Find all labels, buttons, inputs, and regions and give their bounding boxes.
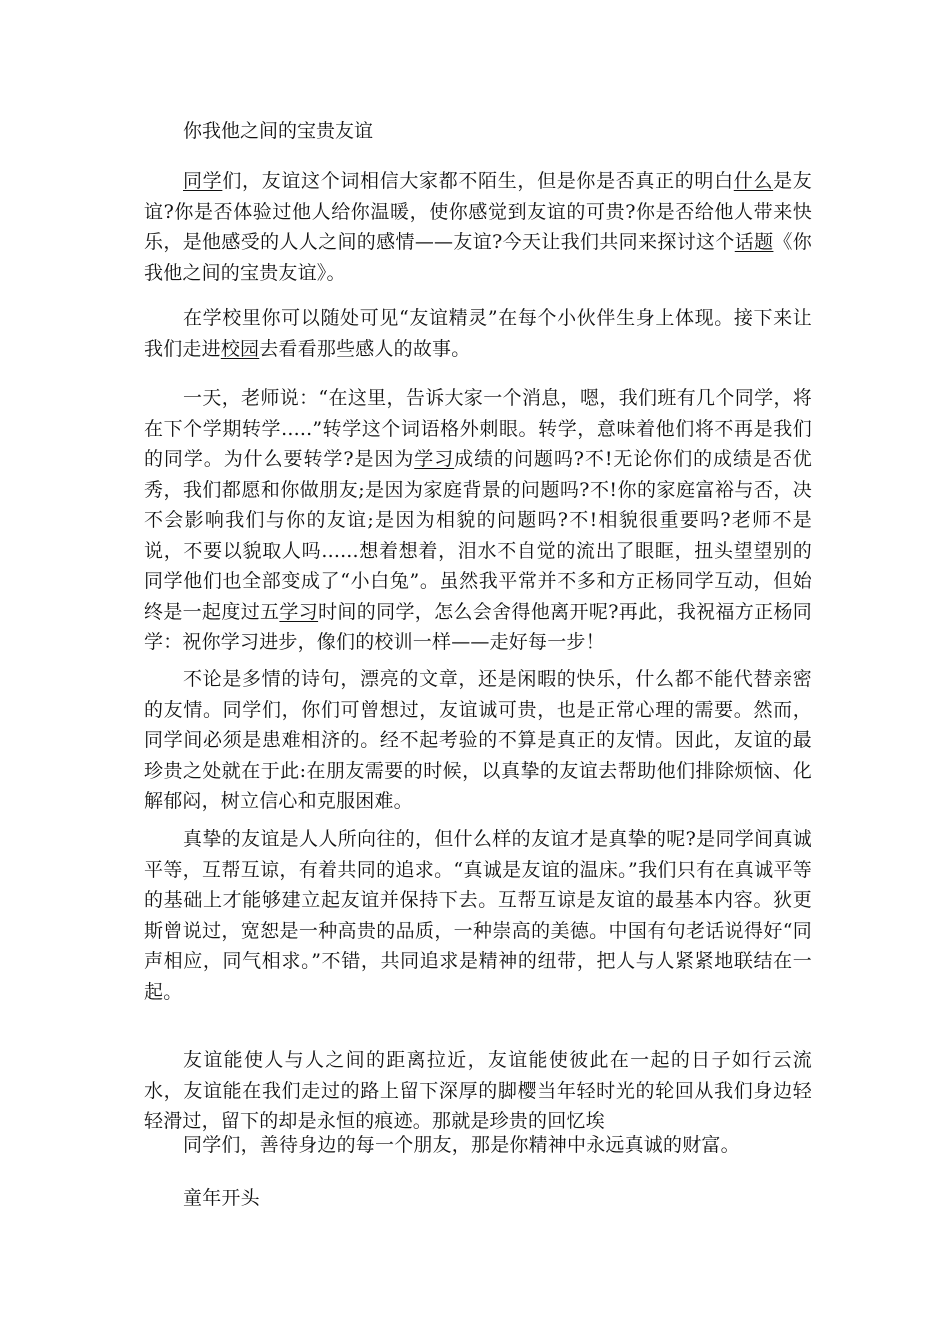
- paragraph-1: [144, 166, 812, 288]
- paragraph-text: 童年开头: [183, 1187, 260, 1209]
- document-title: 你我他之间的宝贵友谊: [183, 120, 374, 142]
- paragraph-text: 是友谊?你是否体验过他人给你温暖，使你感觉到友谊的可贵?你是否给他人带来快乐，是他感受的人人之间的感情——友谊?今天让我们共同来探讨这个: [144, 170, 812, 253]
- paragraph-text: 友谊能使人与人之间的距离拉近，友谊能使彼此在一起的日子如行云流水，友谊能在我们走过的路上留下深厚的脚樱当年轻时光的轮回从我们身边轻轻滑过，留下的却是永恒的痕迹。那就是珍贵的回忆埃: [144, 1049, 812, 1132]
- underlined-term: 学习: [414, 448, 455, 470]
- paragraph-text: 《你我他之间的宝贵友谊》。: [144, 231, 812, 284]
- underlined-term: 校园: [220, 337, 260, 360]
- paragraph-3: [144, 383, 812, 658]
- paragraph-6: [144, 1045, 812, 1137]
- paragraph-5: [144, 824, 812, 1007]
- paragraph-4: [144, 664, 812, 817]
- underlined-term: 同学: [183, 170, 223, 192]
- paragraph-8: [144, 1183, 812, 1214]
- paragraph-text: 成绩的问题吗?不!无论你们的成绩是否优秀，我们都愿和你做朋友;是因为家庭背景的问题吗?不!你的家庭富裕与否，决不会影响我们与你的友谊;是因为相貌的问题吗?不!相貌很重要吗?老师不是说，不要以貌取人吗......想着想着，泪水不自觉的流出了眼眶，扭头望望别的同学他们也全部变成了“小白兔”。虽然我平常并不多和方正杨同学互动，但始终是一起度过五: [144, 448, 812, 623]
- paragraph-text: 时间的同学，怎么会舍得他离开呢?再此，我祝福方正杨同学：祝你学习进步，像们的校训一样——走好每一步！: [144, 600, 812, 653]
- paragraph-text: 在学校里你可以随处可见“友谊精灵”在每个小伙伴生身上体现。接下来让我们走进: [144, 307, 812, 360]
- paragraph-text: 们，友谊这个词相信大家都不陌生，但是你是否真正的明白: [222, 170, 734, 192]
- paragraph-text: 不论是多情的诗句，漂亮的文章，还是闲暇的快乐，什么都不能代替亲密的友情。同学们，你们可曾想过，友谊诚可贵，也是正常心理的需要。然而，同学间必须是患难相济的。经不起考验的不算是真正的友情。因此，友谊的最珍贵之处就在于此:在朋友需要的时候，以真挚的友谊去帮助他们排除烦恼、化解郁闷，树立信心和克服困难。: [144, 668, 812, 812]
- paragraph-7: [144, 1130, 812, 1161]
- paragraph-text: 一天，老师说：“在这里，告诉大家一个消息，嗯，我们班有几个同学，将在下个学期转学.....”转学这个词语格外刺眼。转学，意味着他们将不再是我们的同学。为什么要转学?是因为: [144, 387, 812, 470]
- paragraph-2: [144, 303, 812, 364]
- paragraph-text: 去看看那些感人的故事。: [259, 337, 471, 360]
- paragraph-text: 真挚的友谊是人人所向往的，但什么样的友谊才是真挚的呢?是同学间真诚平等，互帮互谅，有着共同的追求。“真诚是友谊的温床。”我们只有在真诚平等的基础上才能够建立起友谊并保持下去。互帮互谅是友谊的最基本内容。狄更斯曾说过，宽恕是一种高贵的品质，一种崇高的美德。中国有句老话说得好“同声相应，同气相求。”不错，共同追求是精神的纽带，把人与人紧紧地联结在一起。: [144, 828, 812, 1003]
- underlined-term: 话题: [734, 231, 774, 253]
- paragraph-text: 同学们，善待身边的每一个朋友，那是你精神中永远真诚的财富。: [183, 1134, 740, 1156]
- underlined-term: 什么: [733, 170, 774, 192]
- underlined-term: 学习: [279, 600, 319, 623]
